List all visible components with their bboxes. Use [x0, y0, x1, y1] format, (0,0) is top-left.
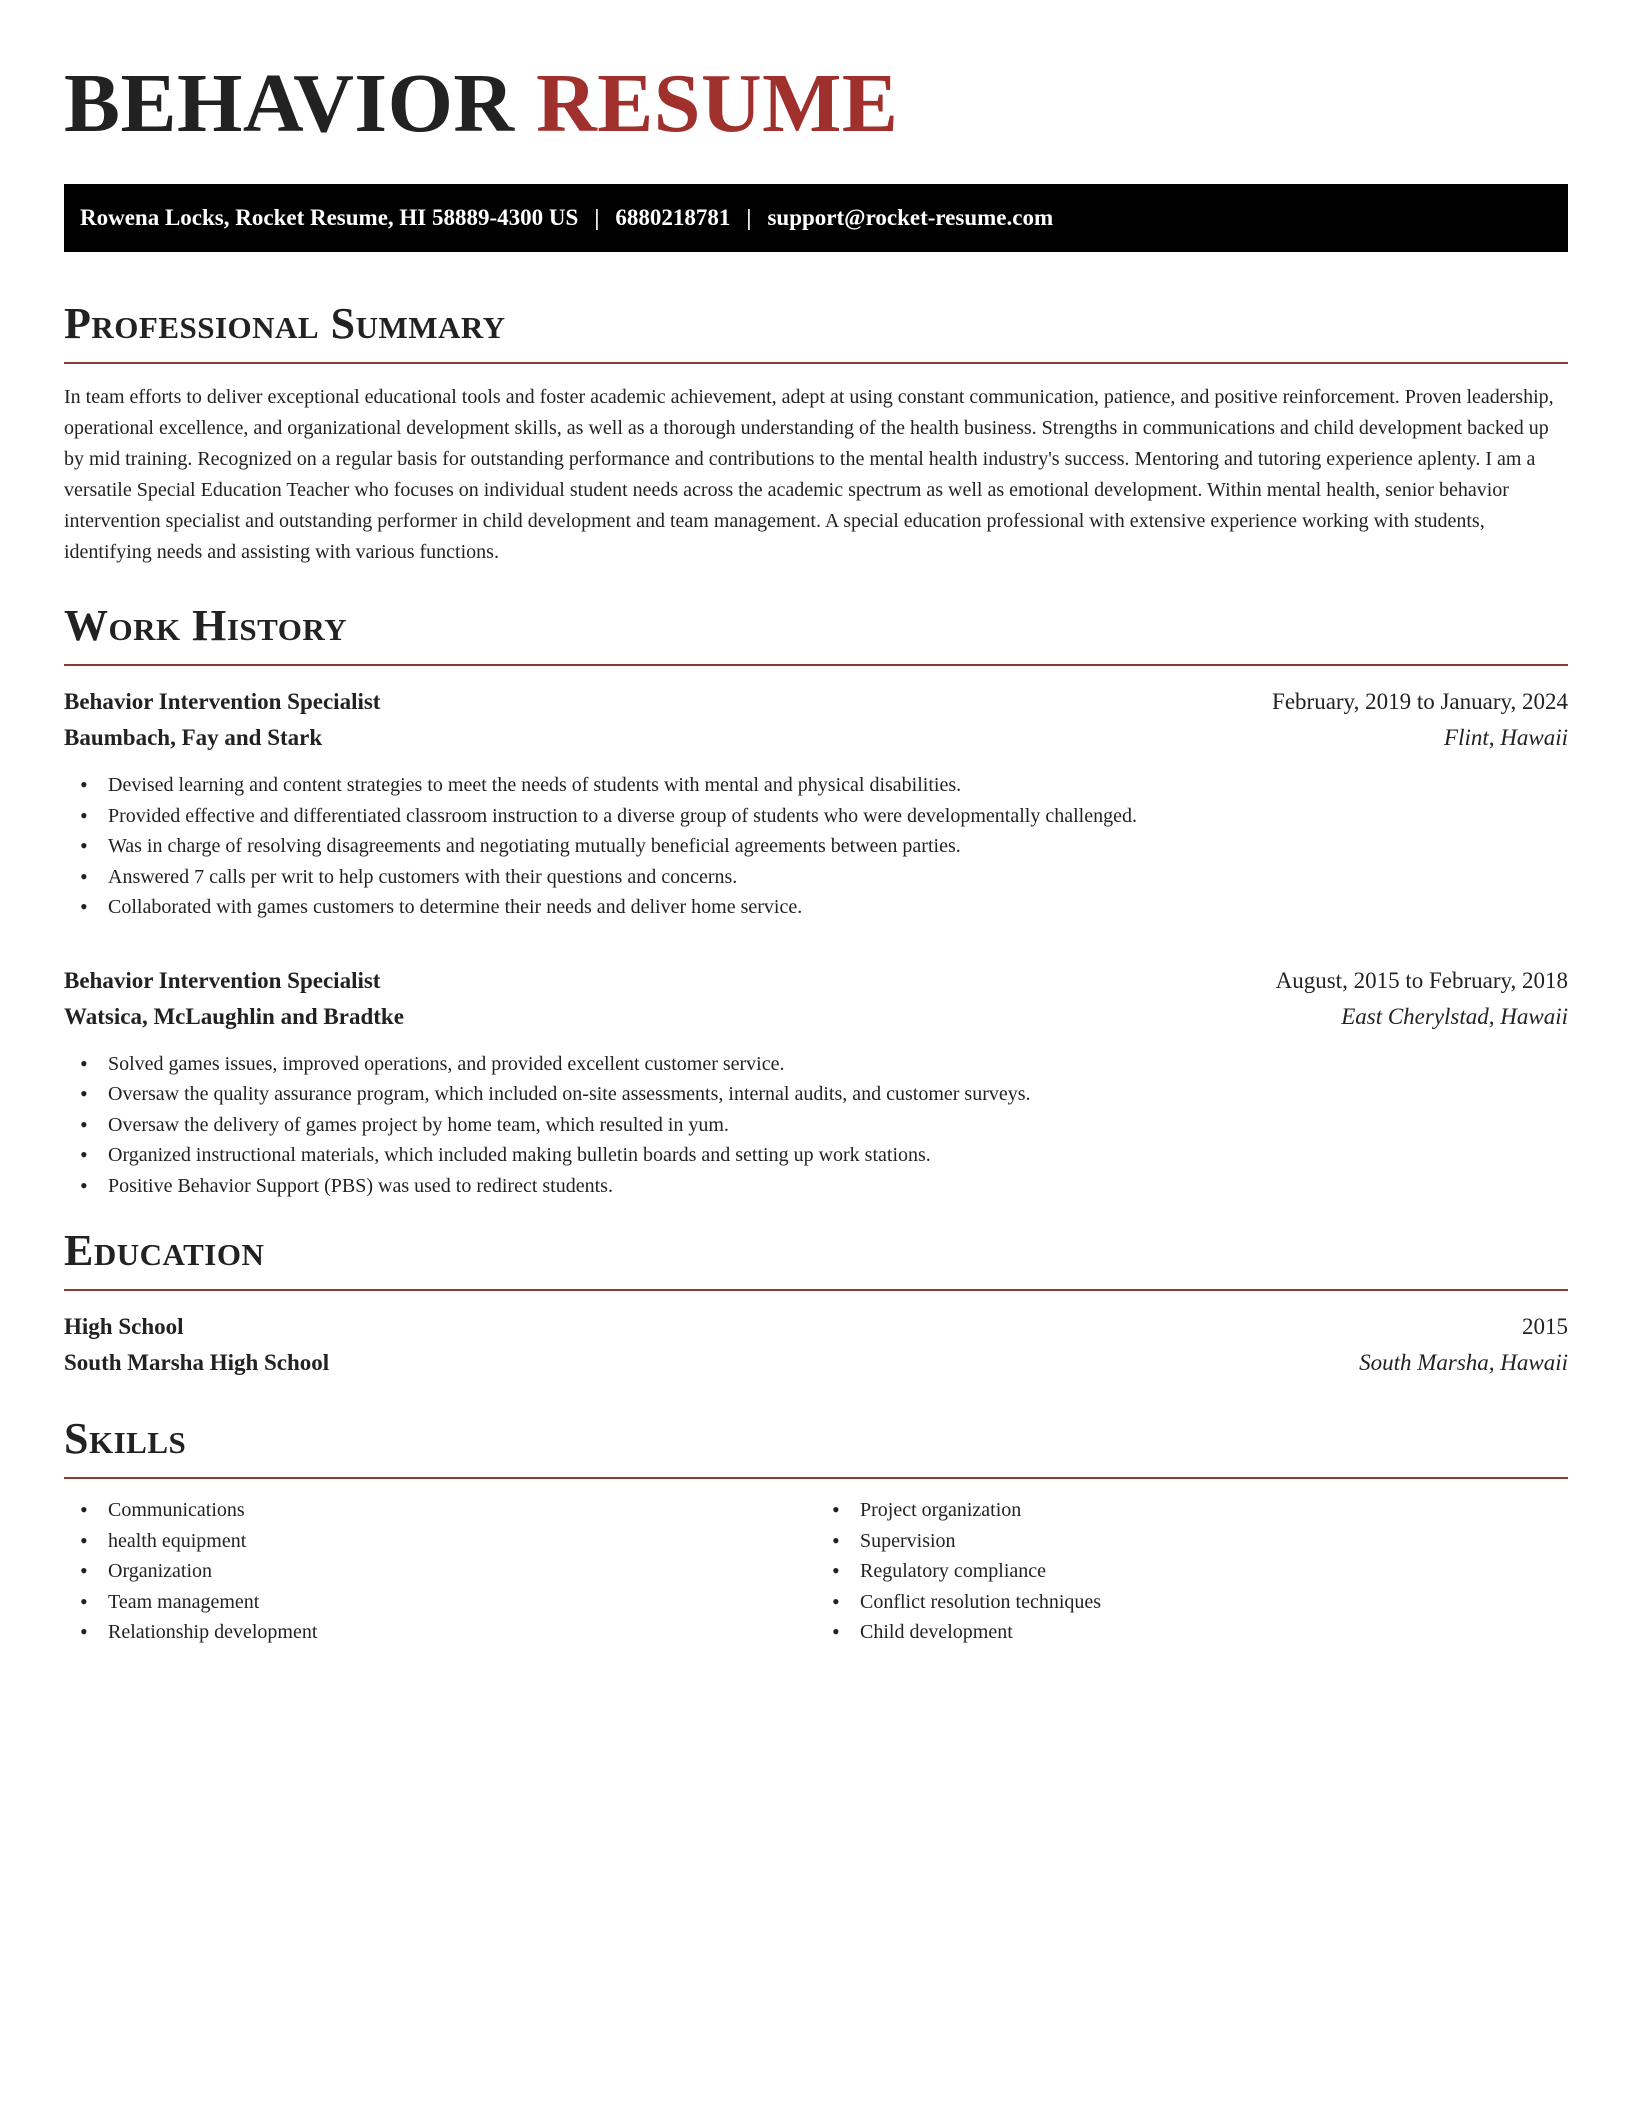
title-main: BEHAVIOR: [64, 57, 515, 150]
education-school-row: [64, 1345, 1568, 1381]
list-item: • Child development: [832, 1617, 1568, 1648]
summary-heading: Professional Summary: [64, 299, 506, 348]
list-item: • Organized instructional materials, which included making bulletin boards and setting up work stations.: [80, 1140, 1568, 1171]
job-company-row: [64, 720, 1568, 756]
list-item: • Was in charge of resolving disagreements and negotiating mutually beneficial agreements between parties.: [80, 831, 1568, 862]
section-divider: [64, 362, 1568, 364]
work-history-section: [64, 598, 1568, 1201]
job-dates: August, 2015 to February, 2018: [1275, 967, 1568, 993]
education-degree: High School: [64, 1314, 184, 1339]
contact-email: support@rocket-resume.com: [767, 205, 1054, 230]
resume-title: [64, 54, 1568, 154]
education-year: 2015: [1522, 1314, 1568, 1339]
skills-column-left: [64, 1495, 816, 1648]
job-title: Behavior Intervention Specialist: [64, 689, 381, 714]
title-accent: RESUME: [536, 57, 899, 150]
skills-grid: [64, 1495, 1568, 1648]
skills-list: [64, 1495, 816, 1648]
education-section: [64, 1223, 1568, 1381]
job-entry: [64, 684, 1568, 923]
list-item: • Team management: [80, 1587, 816, 1618]
job-company: Baumbach, Fay and Stark: [64, 725, 323, 750]
education-heading: Education: [64, 1226, 265, 1275]
education-school: South Marsha High School: [64, 1350, 330, 1375]
job-company-row: [64, 999, 1568, 1035]
contact-separator: |: [746, 205, 752, 230]
list-item: • Oversaw the quality assurance program, which included on-site assessments, internal audits, and customer surveys.: [80, 1079, 1568, 1110]
skills-column-right: [816, 1495, 1568, 1648]
section-divider: [64, 664, 1568, 666]
list-item: • Collaborated with games customers to determine their needs and deliver home service.: [80, 892, 1568, 923]
contact-separator: |: [594, 205, 600, 230]
work-history-heading: Work History: [64, 601, 348, 650]
job-duties-list: [64, 1049, 1568, 1202]
list-item: • Oversaw the delivery of games project by home team, which resulted in yum.: [80, 1110, 1568, 1141]
job-location: Flint, Hawaii: [1444, 725, 1568, 750]
summary-section: [64, 296, 1568, 568]
job-title: Behavior Intervention Specialist: [64, 967, 381, 993]
list-item: • health equipment: [80, 1526, 816, 1557]
list-item: • Provided effective and differentiated classroom instruction to a diverse group of students who were developmentally challenged.: [80, 801, 1568, 832]
list-item: • Organization: [80, 1556, 816, 1587]
list-item: • Positive Behavior Support (PBS) was used to redirect students.: [80, 1171, 1568, 1202]
section-divider: [64, 1477, 1568, 1479]
list-item: • Conflict resolution techniques: [832, 1587, 1568, 1618]
contact-bar: [64, 184, 1568, 252]
job-entry: [64, 963, 1568, 1202]
list-item: • Regulatory compliance: [832, 1556, 1568, 1587]
list-item: • Solved games issues, improved operations, and provided excellent customer service.: [80, 1049, 1568, 1080]
list-item: • Communications: [80, 1495, 816, 1526]
education-location: South Marsha, Hawaii: [1359, 1350, 1568, 1375]
summary-text: In team efforts to deliver exceptional educational tools and foster academic achievement, adept at using constant communication, patience, and positive reinforcement. Proven leadership, operational excellence, and organizational development skills, as well as a thorough understanding of the health business. Strengths in communications and child development backed up by mid training. Recognized on a regular basis for outstanding performance and contributions to the mental health industry's success. Mentoring and tutoring experience aplenty. I am a versatile Special Education Teacher who focuses on individual student needs across the academic spectrum as well as emotional development. Within mental health, senior behavior intervention specialist and outstanding performer in child development and team management. A special education professional with extensive experience working with students, identifying needs and assisting with various functions.: [64, 386, 1554, 563]
list-item: • Devised learning and content strategies to meet the needs of students with mental and physical disabilities.: [80, 770, 1568, 801]
job-duties-list: [64, 770, 1568, 923]
list-item: • Relationship development: [80, 1617, 816, 1648]
job-company: Watsica, McLaughlin and Bradtke: [64, 1003, 404, 1029]
job-dates: February, 2019 to January, 2024: [1272, 689, 1568, 714]
list-item: • Project organization: [832, 1495, 1568, 1526]
section-divider: [64, 1289, 1568, 1291]
skills-section: [64, 1411, 1568, 1648]
job-title-row: [64, 684, 1568, 720]
skills-list: [816, 1495, 1568, 1648]
job-title-row: [64, 963, 1568, 999]
list-item: • Answered 7 calls per writ to help customers with their questions and concerns.: [80, 862, 1568, 893]
job-location: East Cherylstad, Hawaii: [1341, 1003, 1568, 1029]
contact-phone: 6880218781: [615, 205, 731, 230]
contact-address: Rowena Locks, Rocket Resume, HI 58889-4300 US: [80, 205, 579, 230]
education-entry: [64, 1309, 1568, 1381]
skills-heading: Skills: [64, 1414, 187, 1463]
list-item: • Supervision: [832, 1526, 1568, 1557]
education-degree-row: [64, 1309, 1568, 1345]
